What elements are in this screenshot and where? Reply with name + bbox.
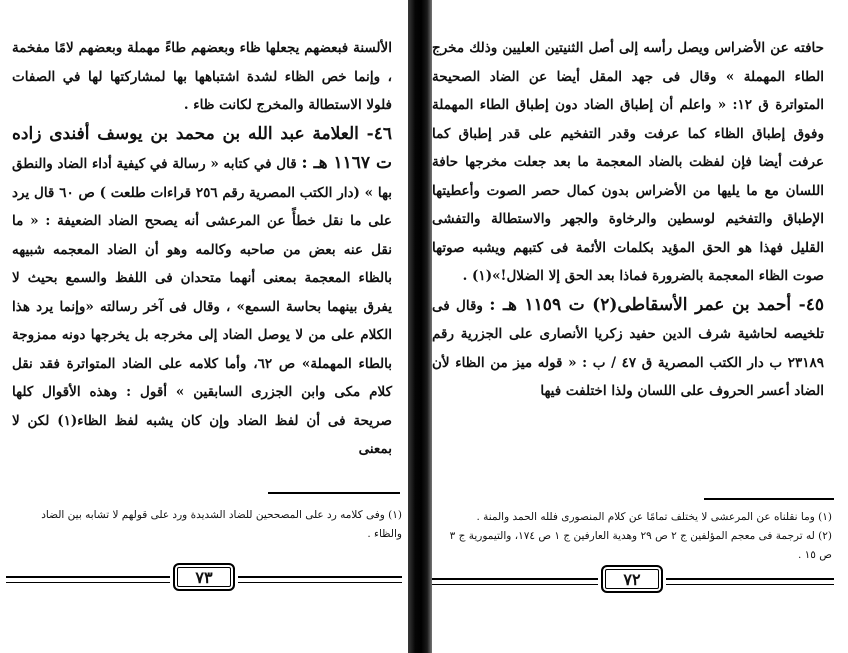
right-page — [420, 0, 848, 653]
left-footnotes — [10, 506, 402, 544]
left-footnote-separator — [268, 492, 400, 494]
left-footer-rule-left — [6, 576, 170, 583]
left-footnote-1: (١) وفى كلامه رد على المصححين للضاد الشديدة ورد على قولهم لا تشابه بين الضاد والظاء . — [41, 509, 402, 540]
right-footnote-2: (٢) له ترجمة فى معجم المؤلفين ج ٢ ص ٢٩ وهدية العارفين ج ١ ص ١٧٤، والتيمورية ج ٣ ص ١٥ . — [449, 530, 832, 561]
left-section-heading: ٤٦- العلامة عبد الله بن محمد بن يوسف أفندى زاده ت ١١٦٧ هـ : — [12, 123, 392, 173]
left-intro-paragraph: الألسنة فبعضهم يجعلها ظاء وبعضهم طاءً مهملة وبعضهم لامًا مفخمة ، وإنما خص الظاء لشدة اشتباهها بها لمشاركتها لها في الصفات فلولا الاستطالة والمخرج لكانت ظاء . — [12, 40, 392, 113]
left-page-number: ٧٣ — [173, 563, 235, 591]
right-page-text — [432, 34, 824, 406]
right-footnote-1: (١) وما نقلناه عن المرعشى لا يختلف تمامًا عن كلام المنصورى فلله الحمد والمنة . — [476, 511, 832, 523]
right-section-body: وقال فى تلخيصه لحاشية شرف الدين حفيد زكريا الأنصارى على الجزرية رقم ٢٣١٨٩ ب دار الكتب المصرية ق ٤٧ / ب : « قوله ميز من الظاء لأن الضاد أعسر الحروف على اللسان ولذا اختلفت فيها — [432, 297, 824, 399]
left-page — [0, 0, 414, 653]
book-spine — [408, 0, 432, 653]
right-section-heading: ٤٥- أحمد بن عمر الأسقاطى(٢) ت ١١٥٩ هـ : — [489, 294, 824, 315]
right-intro-paragraph: حافته عن الأضراس ويصل رأسه إلى أصل الثنيتين العليين وذلك مخرج الطاء المهملة » وقال فى جهد المقل أيضا عن الضاد الصحيحة المتواترة ق ١٢: « واعلم أن إطباق الضاد دون إطباق الطاء المهملة وفوق إطباق الظاء كما عرفت وقدر التفخيم على قدر إطباق كما عرفت أيضا فإن لفظت بالضاد المعجمة ما بعد جعلت مخرجها حافة اللسان مع ما يليها من الأضراس بدون كمال حصر الصوت وأعطيتها الإطباق والتفخيم لوسطين والرخاوة والجهر والاستطالة والتفشى القليل فهذا هو الحق المؤيد بكلمات الأئمة فى كتبهم ويشبه صوتها صوت الظاء المعجمة بالضرورة فماذا بعد الحق إلا الضلال!»(١) . — [432, 40, 825, 284]
right-page-footer — [430, 565, 834, 595]
right-footnote-separator — [704, 498, 834, 500]
right-footer-rule-left — [430, 578, 598, 585]
right-page-number: ٧٢ — [601, 565, 663, 593]
left-section-body: قال في كتابه « رسالة في كيفية أداء الضاد والنطق بها » (دار الكتب المصرية رقم ٢٥٦ قراءات طلعت ) ص ٦٠ قال يرد على ما نقل خطأً عن المرعشى أنه يصحح الضاد الضعيفة : « ما نقل عنه بعض من صاحبه وكالمه وهو أن الضاد المعجمه شبيهه بالظاء المعجمة بمعنى أنهما متحدان فى اللفظ والسمع بحيث لا يفرق بينهما بحاسة السمع» ، وقال فى آخر رسالته «وإنما يرد هذا الكلام على من لا يوصل الضاد إلى مخرجه بل يخرجها دونه ممزوجة بالطاء المهملة» ص ٦٢، وأما كلامه على الضاد المتواترة فقد نقل كلام مكى وابن الجزرى السابقين » أقول : وهذه الأقوال كلها صريحة فى أن لفظ الضاد وإن كان يشبه لفظ الظاء(١) لكن لا بمعنى — [12, 156, 393, 457]
right-footnotes — [434, 508, 832, 565]
left-page-text — [12, 34, 392, 464]
right-footer-rule-right — [666, 578, 834, 585]
left-footer-rule-right — [238, 576, 402, 583]
left-page-footer — [6, 563, 402, 593]
